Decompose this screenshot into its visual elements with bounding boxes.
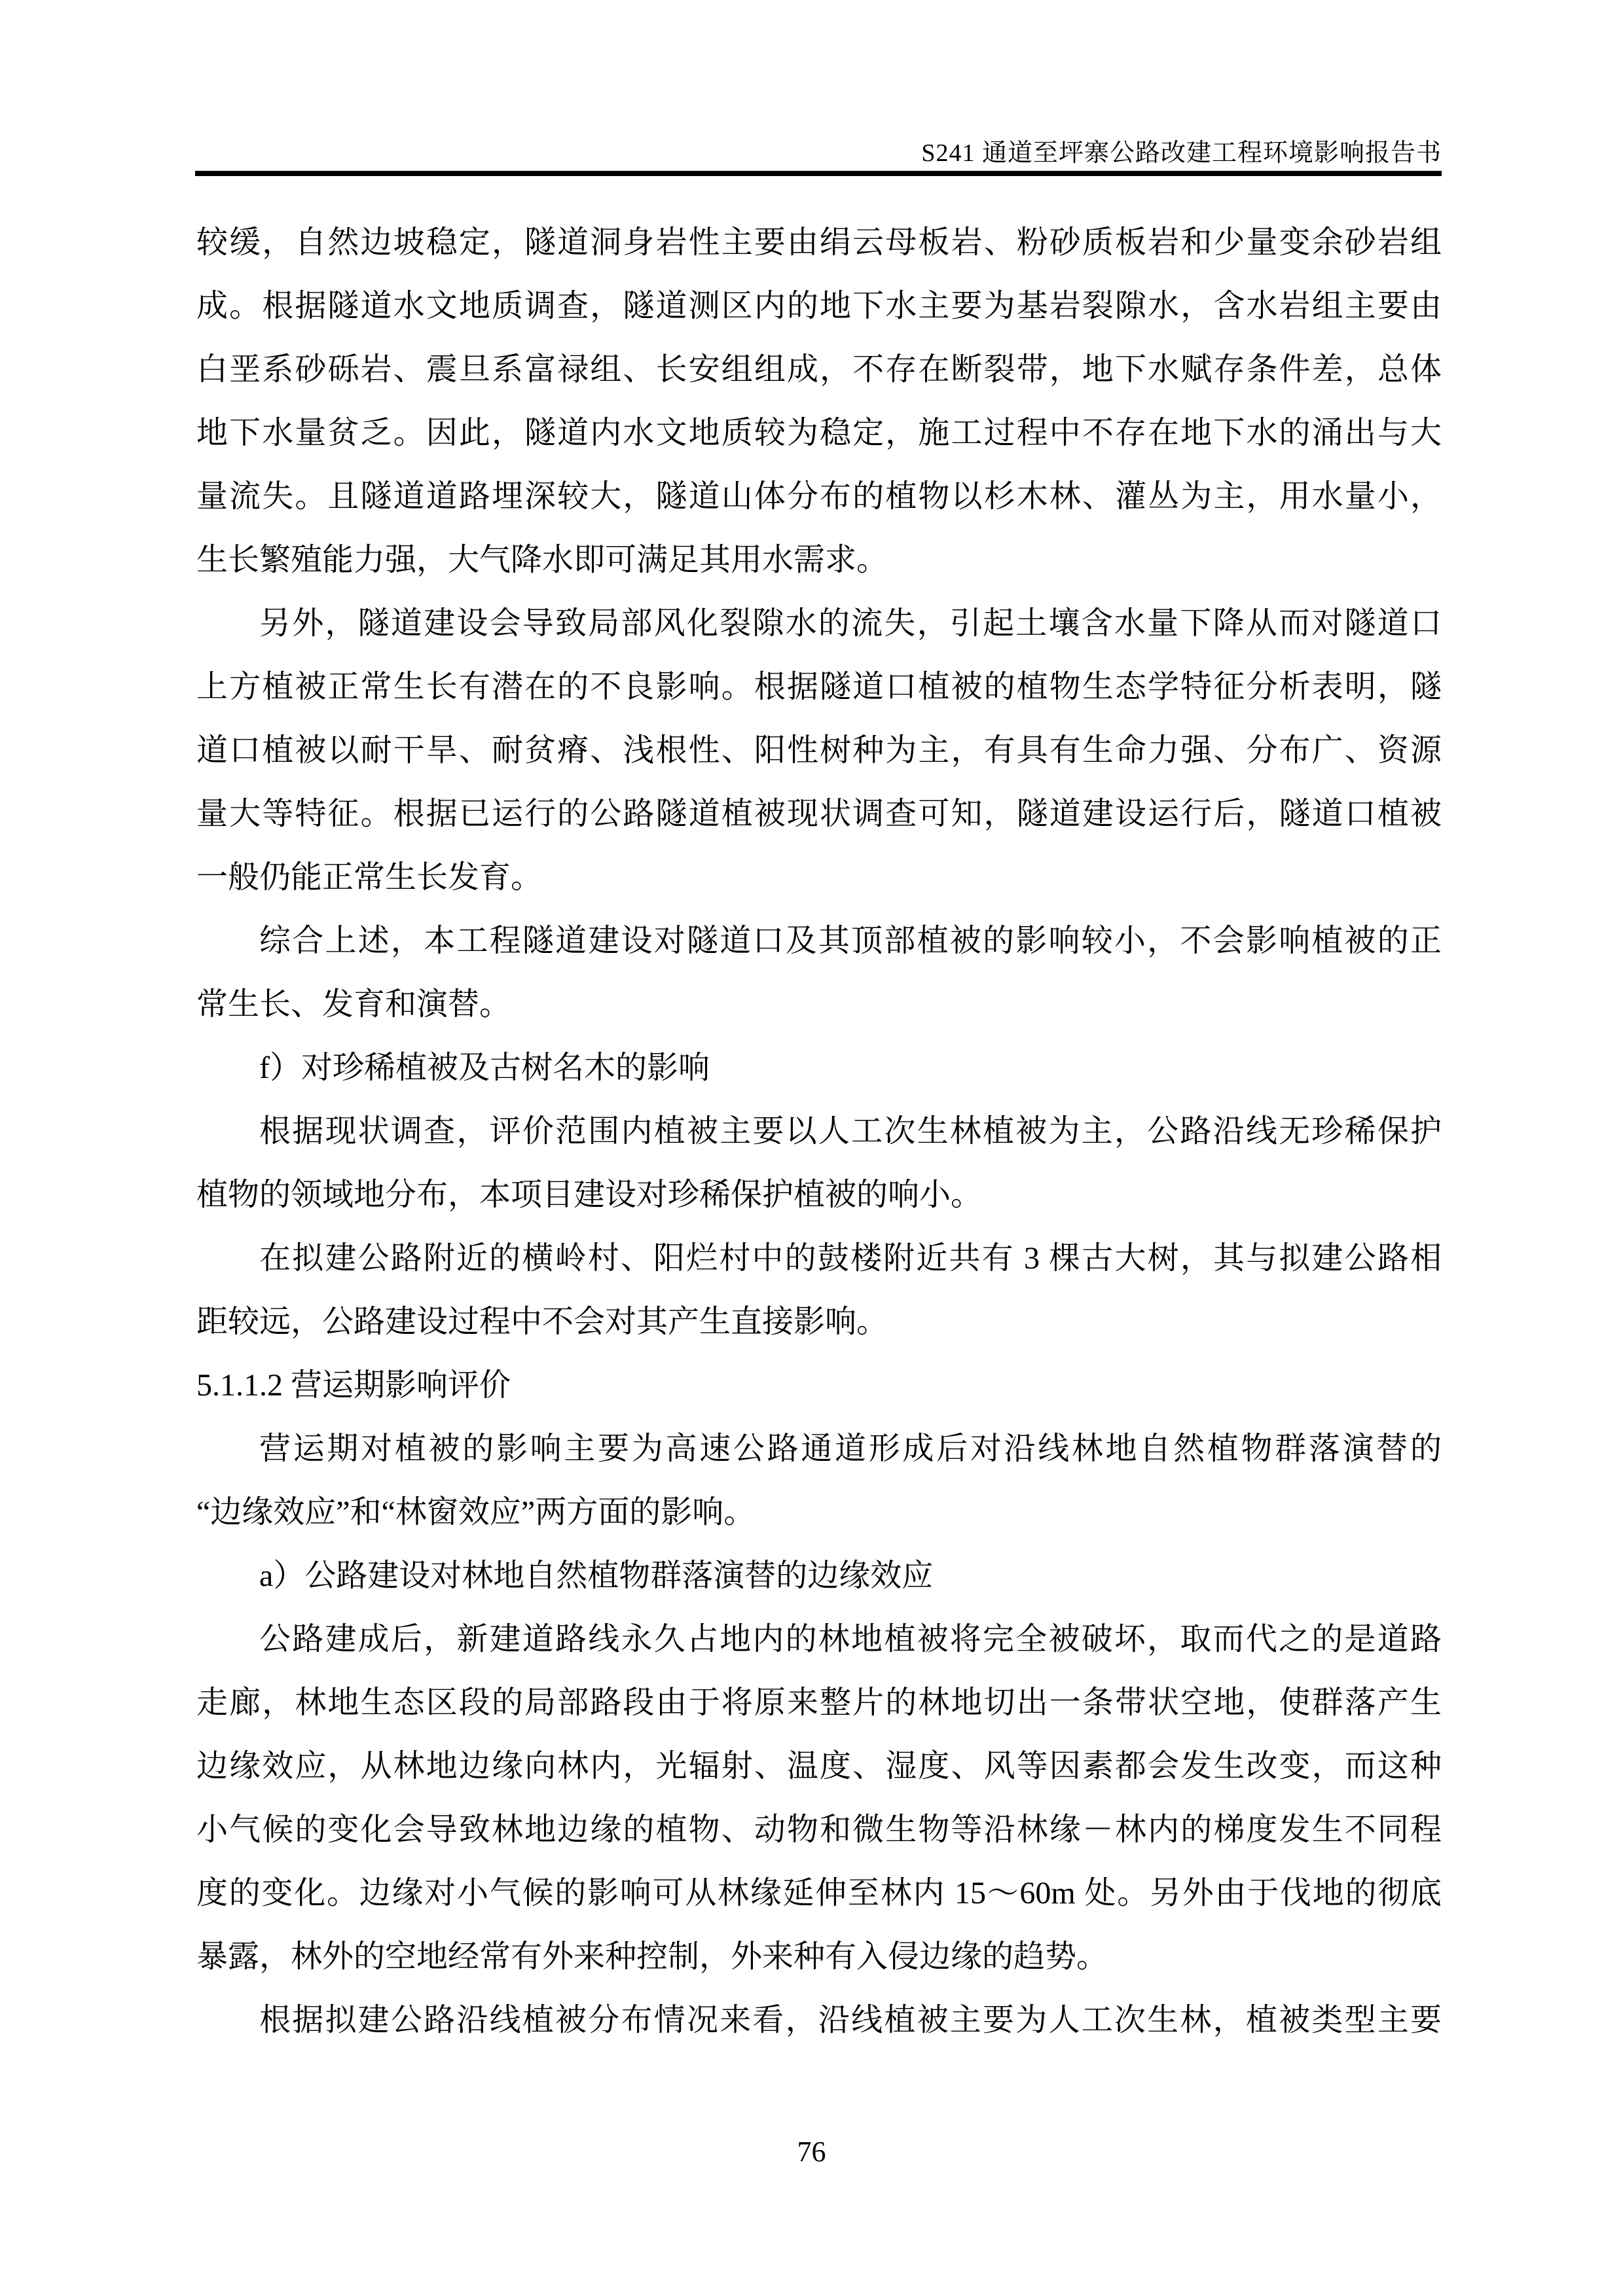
text-line: 常生长、发育和演替。 — [196, 987, 511, 1022]
text-line: 小气候的变化会导致林地边缘的植物、动物和微生物等沿林缘－林内的梯度发生不同程 — [196, 1812, 1442, 1847]
text-line: 根据拟建公路沿线植被分布情况来看，沿线植被主要为人工次生林，植被类型主要 — [259, 2003, 1442, 2037]
text-line: 距较远，公路建设过程中不会对其产生直接影响。 — [196, 1304, 888, 1339]
text-line: 量流失。且隧道道路埋深较大，隧道山体分布的植物以杉木林、灌丛为主，用水量小， — [196, 479, 1442, 514]
text-line: 综合上述，本工程隧道建设对隧道口及其顶部植被的影响较小，不会影响植被的正 — [259, 924, 1442, 958]
text-line: 边缘效应，从林地边缘向林内，光辐射、温度、湿度、风等因素都会发生改变，而这种 — [196, 1749, 1442, 1784]
text-line: 度的变化。边缘对小气候的影响可从林缘延伸至林内 15～60m 处。另外由于伐地的彻底 — [196, 1876, 1442, 1910]
text-line: a）公路建设对林地自然植物群落演替的边缘效应 — [259, 1558, 934, 1593]
text-line: 植物的领域地分布，本项目建设对珍稀保护植被的响小。 — [196, 1177, 983, 1212]
text-line: 5.1.1.2 营运期影响评价 — [196, 1368, 511, 1403]
text-line: 地下水量贫乏。因此，隧道内水文地质较为稳定，施工过程中不存在地下水的涌出与大 — [196, 416, 1442, 450]
text-line: 生长繁殖能力强，大气降水即可满足其用水需求。 — [196, 543, 888, 577]
text-line: 一般仍能正常生长发育。 — [196, 860, 543, 895]
text-line: 暴露，林外的空地经常有外来种控制，外来种有入侵边缘的趋势。 — [196, 1939, 1108, 1974]
text-line: 在拟建公路附近的横岭村、阳烂村中的鼓楼附近共有 3 棵古大树，其与拟建公路相 — [259, 1241, 1442, 1276]
page-number: 76 — [797, 2136, 826, 2168]
text-line: 白垩系砂砾岩、震旦系富禄组、长安组组成，不存在断裂带，地下水赋存条件差，总体 — [196, 352, 1442, 387]
text-line: 走廊，林地生态区段的局部路段由于将原来整片的林地切出一条带状空地，使群落产生 — [196, 1685, 1442, 1720]
text-line: 道口植被以耐干旱、耐贫瘠、浅根性、阳性树种为主，有具有生命力强、分布广、资源 — [196, 733, 1442, 768]
text-line: f）对珍稀植被及古树名木的影响 — [259, 1050, 710, 1085]
text-line: 另外，隧道建设会导致局部风化裂隙水的流失，引起土壤含水量下降从而对隧道口 — [259, 606, 1442, 641]
body-lines — [196, 211, 1442, 2052]
text-line: 较缓，自然边坡稳定，隧道洞身岩性主要由绢云母板岩、粉砂质板岩和少量变余砂岩组 — [196, 225, 1442, 260]
header-rule — [195, 171, 1442, 176]
text-line: “边缘效应”和“林窗效应”两方面的影响。 — [196, 1495, 756, 1530]
text-line: 量大等特征。根据已运行的公路隧道植被现状调查可知，隧道建设运行后，隧道口植被 — [196, 797, 1442, 831]
text-line: 公路建成后，新建道路线永久占地内的林地植被将完全被破坏，取而代之的是道路 — [259, 1622, 1442, 1657]
text-line: 成。根据隧道水文地质调查，隧道测区内的地下水主要为基岩裂隙水，含水岩组主要由 — [196, 289, 1442, 323]
text-line: 营运期对植被的影响主要为高速公路通道形成后对沿线林地自然植物群落演替的 — [259, 1431, 1442, 1466]
text-line: 上方植被正常生长有潜在的不良影响。根据隧道口植被的植物生态学特征分析表明，隧 — [196, 670, 1442, 704]
text-line: 根据现状调查，评价范围内植被主要以人工次生林植被为主，公路沿线无珍稀保护 — [259, 1114, 1442, 1149]
header-title: S241 通道至坪寨公路改建工程环境影响报告书 — [921, 139, 1442, 167]
